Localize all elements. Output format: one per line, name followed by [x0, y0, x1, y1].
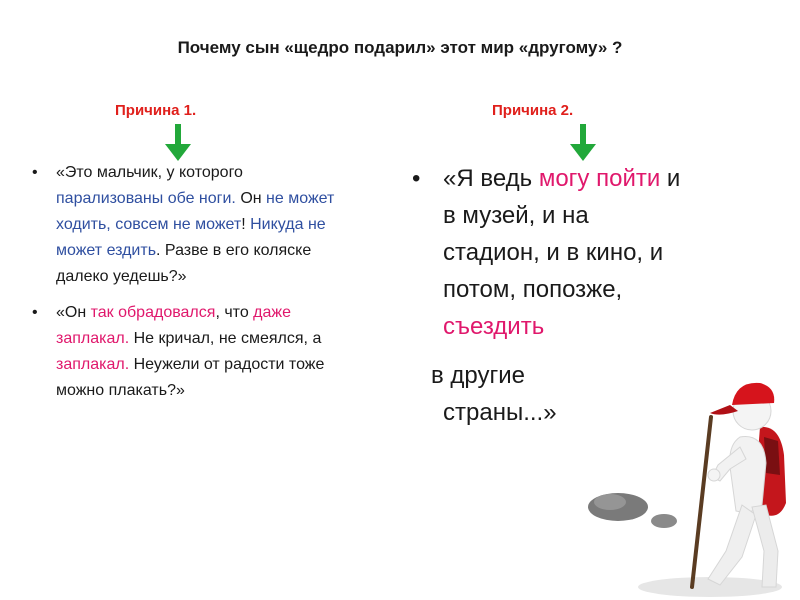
- bullet-icon: •: [32, 304, 38, 321]
- hiker-illustration: [580, 355, 800, 600]
- highlighted-phrase: не может ходить, совсем не может: [56, 190, 335, 233]
- highlighted-phrase: Никуда не может ездить: [56, 216, 326, 259]
- text-run: Он: [235, 190, 267, 207]
- bullet-text: [443, 165, 680, 340]
- arrow-down-icon: [163, 124, 193, 162]
- reason-2-label: Причина 2.: [492, 102, 574, 119]
- bullet-item: [30, 300, 335, 404]
- text-run: . Разве в его коляске далеко уедешь?»: [56, 242, 312, 285]
- text-run: «Он: [56, 304, 91, 321]
- highlighted-phrase: парализованы обе ноги.: [56, 190, 236, 207]
- text-run: Неужели от радости тоже можно плакать?»: [56, 356, 325, 399]
- continuation-line: страны...»: [443, 399, 557, 426]
- text-run: , что: [215, 304, 254, 321]
- highlighted-phrase: заплакал.: [56, 356, 130, 373]
- bullet-text: [56, 304, 324, 399]
- highlighted-phrase: могу пойти: [538, 165, 661, 192]
- bullet-text: [56, 164, 334, 285]
- text-run: «Это мальчик, у которого: [56, 164, 243, 181]
- page-title: Почему сын «щедро подарил» этот мир «другому» ?: [177, 38, 623, 57]
- bullet-item: [412, 160, 692, 345]
- text-run: и в музей, и на стадион, и в кино, и потом, попозже,: [443, 165, 681, 303]
- reason-1-label: Причина 1.: [115, 102, 197, 119]
- bullet-item: [30, 160, 335, 290]
- text-run: !: [241, 216, 251, 233]
- bullet-icon: •: [32, 164, 38, 181]
- text-run: «Я ведь: [443, 165, 539, 192]
- highlighted-phrase: так обрадовался: [90, 304, 216, 321]
- continuation-line: в другие: [431, 362, 526, 389]
- reason-1-text: [30, 160, 335, 414]
- arrow-down-icon: [568, 124, 598, 162]
- highlighted-phrase: съездить: [443, 313, 545, 340]
- highlighted-phrase: даже заплакал.: [56, 304, 291, 347]
- text-run: Не кричал, не смеялся, а: [129, 330, 322, 347]
- bullet-icon: •: [412, 165, 421, 192]
